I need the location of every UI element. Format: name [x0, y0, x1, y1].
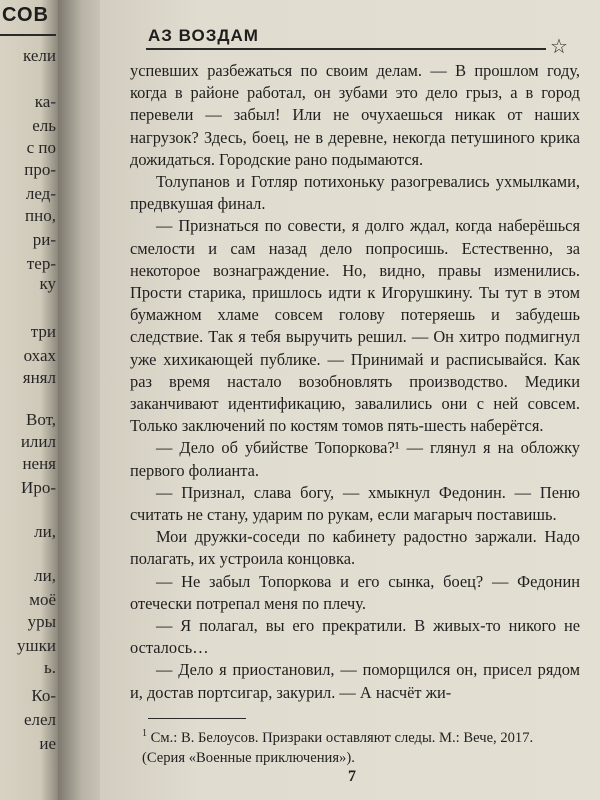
paragraph: — Дело я приостановил, — поморщился он, присел рядом и, достав портсигар, закурил. — А насчёт жи-: [130, 660, 580, 702]
body-text: [130, 60, 580, 704]
facing-page-line: ка-: [34, 92, 56, 111]
running-head: [118, 8, 568, 58]
facing-page-line: ли,: [34, 522, 56, 541]
footnote-rule: [148, 718, 246, 719]
footnote-marker: 1: [142, 728, 147, 739]
facing-page-line: ри-: [32, 230, 56, 249]
facing-page-line: моё: [29, 590, 56, 609]
footnote: [142, 724, 572, 768]
facing-page-header-rule: [0, 34, 56, 36]
facing-page-line: кели: [23, 46, 56, 65]
facing-page-line: ли,: [34, 566, 56, 585]
running-head-rule: [146, 48, 546, 50]
paragraph: успевших разбежаться по своим делам. — В прошлом году, когда в районе работал, он зубами это дело грыз, а в город перевели — забыл! Или не очухаешься никак от наших нагрузок? Здесь, боец, не в деревне, некогда петушиного крика дожидаться. Городские рано подымаются.: [130, 61, 580, 169]
paragraph: — Не забыл Топоркова и его сынка, боец? — Федонин отечески потрепал меня по плечу.: [130, 571, 580, 613]
facing-page-line: ь.: [43, 658, 56, 677]
facing-page-line: неня: [22, 454, 56, 473]
facing-page-line: ку: [39, 274, 56, 293]
page-number: 7: [348, 768, 356, 785]
facing-page-line: охах: [23, 346, 56, 365]
facing-page-line: ие: [39, 734, 56, 753]
facing-page-line: Вот,: [25, 410, 56, 429]
facing-page-header: [0, 0, 58, 38]
facing-page-line: тер-: [26, 254, 56, 273]
paragraph: Мои дружки-соседи по кабинету радостно заржали. Надо полагать, их устроила концовка.: [130, 527, 580, 569]
facing-page-line: янял: [22, 368, 56, 387]
facing-page-line: лед-: [25, 184, 56, 203]
facing-page-line: уры: [27, 612, 56, 631]
paragraph: — Признаться по совести, я долго ждал, когда наберёшься смелости и сам назад дело попросишь. Естественно, за некоторое вознаграждение. Но, видно, правы изменились. Прости старика, пришлось идти к Игорушкину. Ты тут в этом бумажном хламе совсем голову потеряешь и забудешь следствие. Так я тебя выручить решил. — Он хитро подмигнул уже хихикающей публике. — Принимай и расписывайся. Как раз время настало возобновлять производство. Медики заканчивают идентификацию, завалились они с ней совсем. Только заключений по костям томов пять-шесть наберётся.: [130, 216, 580, 436]
facing-page: [0, 0, 58, 800]
facing-page-line: с по: [26, 138, 56, 157]
facing-page-line: ель: [32, 116, 56, 135]
running-head-title: АЗ ВОЗДАМ: [148, 26, 259, 45]
facing-page-header-text: СОВ: [2, 4, 49, 26]
paragraph: Толупанов и Готляр потихоньку разогревались ухмылками, предвкушая финал.: [130, 172, 580, 214]
paragraph: — Дело об убийстве Топоркова?¹ — глянул я на обложку первого фолианта.: [130, 438, 580, 480]
facing-page-line: Иро-: [21, 478, 56, 497]
star-icon: ☆: [550, 36, 568, 58]
facing-page-line: про-: [24, 160, 56, 179]
facing-page-line: Ко-: [31, 686, 56, 705]
facing-page-line: илил: [20, 432, 56, 451]
paragraph: — Я полагал, вы его прекратили. В живых-то никого не осталось…: [130, 616, 580, 658]
book-page: [100, 0, 600, 800]
footnote-text: См.: В. Белоусов. Призраки оставляют следы. М.: Вече, 2017. (Серия «Военные приключения»).: [142, 729, 534, 766]
facing-page-line: пно,: [25, 206, 56, 225]
facing-page-line: елел: [23, 710, 56, 729]
facing-page-line: три: [30, 322, 56, 341]
paragraph: — Признал, слава богу, — хмыкнул Федонин. — Пеню считать не стану, ударим по рукам, если магарыч поставишь.: [130, 482, 580, 525]
facing-page-line: ушки: [17, 636, 56, 655]
